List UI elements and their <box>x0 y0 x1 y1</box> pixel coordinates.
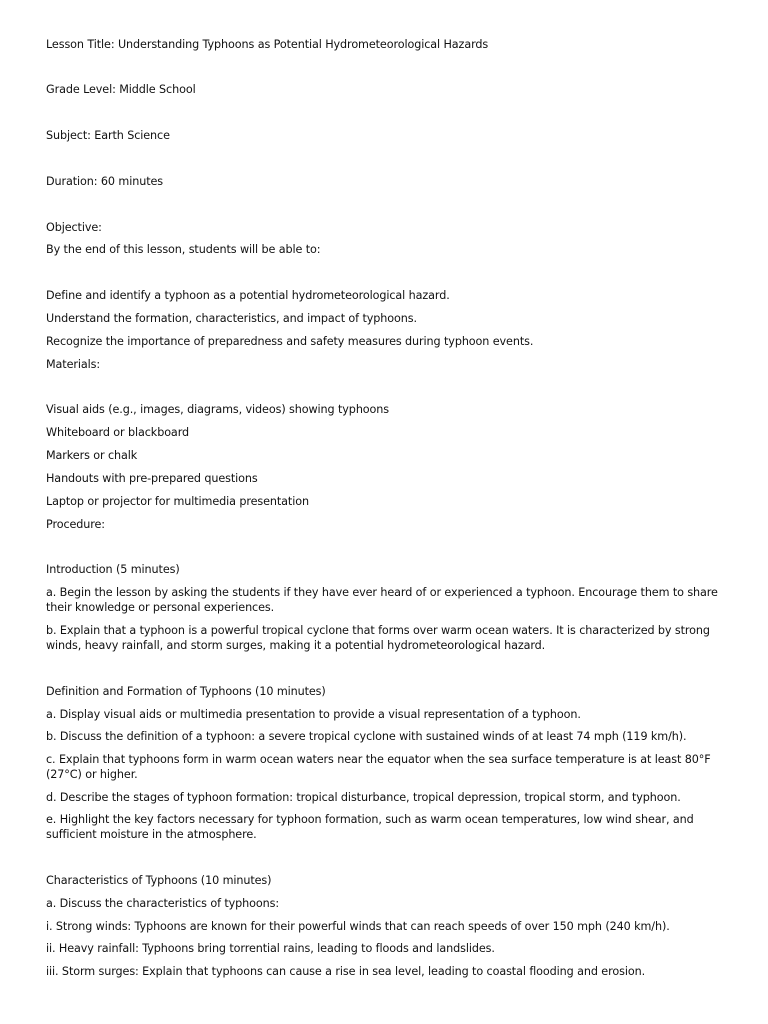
objective-item: Define and identify a typhoon as a potential hydrometeorological hazard. <box>46 289 450 302</box>
definition-item: c. Explain that typhoons form in warm ocean waters near the equator when the sea surface temperature is at least 80°F (27°C) or higher. <box>46 753 711 781</box>
objective-intro: By the end of this lesson, students will be able to: <box>46 243 321 256</box>
characteristics-item: a. Discuss the characteristics of typhoons: <box>46 897 280 910</box>
introduction-item: a. Begin the lesson by asking the students if they have ever heard of or experienced a typhoon. Encourage them to share their knowledge or personal experiences. <box>46 586 718 614</box>
definition-item: b. Discuss the definition of a typhoon: a severe tropical cyclone with sustained winds of at least 74 mph (119 km/h). <box>46 730 687 743</box>
objective-heading: Objective: <box>46 221 102 234</box>
definition-item: e. Highlight the key factors necessary for typhoon formation, such as warm ocean temperatures, low wind shear, and sufficient moisture in the atmosphere. <box>46 813 694 841</box>
characteristics-item: iii. Storm surges: Explain that typhoons can cause a rise in sea level, leading to coastal flooding and erosion. <box>46 965 646 978</box>
characteristics-item: i. Strong winds: Typhoons are known for their powerful winds that can reach speeds of over 150 mph (240 km/h). <box>46 920 670 933</box>
objective-item: Recognize the importance of preparedness and safety measures during typhoon events. <box>46 335 534 348</box>
introduction-heading: Introduction (5 minutes) <box>46 563 180 576</box>
material-item: Whiteboard or blackboard <box>46 426 189 439</box>
lesson-title: Lesson Title: Understanding Typhoons as Potential Hydrometeorological Hazards <box>46 38 489 51</box>
materials-heading: Materials: <box>46 358 101 371</box>
material-item: Handouts with pre-prepared questions <box>46 472 258 485</box>
material-item: Markers or chalk <box>46 449 138 462</box>
definition-heading: Definition and Formation of Typhoons (10 minutes) <box>46 685 326 698</box>
characteristics-heading: Characteristics of Typhoons (10 minutes) <box>46 874 272 887</box>
objective-item: Understand the formation, characteristics, and impact of typhoons. <box>46 312 417 325</box>
definition-item: a. Display visual aids or multimedia presentation to provide a visual representation of a typhoon. <box>46 708 581 721</box>
material-item: Visual aids (e.g., images, diagrams, videos) showing typhoons <box>46 403 390 416</box>
subject: Subject: Earth Science <box>46 129 170 142</box>
procedure-heading: Procedure: <box>46 518 105 531</box>
introduction-item: b. Explain that a typhoon is a powerful tropical cyclone that forms over warm ocean waters. It is characterized by strong winds, heavy rainfall, and storm surges, making it a potential hydrometeorological hazard. <box>46 624 710 652</box>
duration: Duration: 60 minutes <box>46 175 163 188</box>
material-item: Laptop or projector for multimedia presentation <box>46 495 309 508</box>
definition-item: d. Describe the stages of typhoon formation: tropical disturbance, tropical depression, tropical storm, and typhoon. <box>46 791 681 804</box>
characteristics-item: ii. Heavy rainfall: Typhoons bring torrential rains, leading to floods and landslides. <box>46 942 495 955</box>
grade-level: Grade Level: Middle School <box>46 83 196 96</box>
